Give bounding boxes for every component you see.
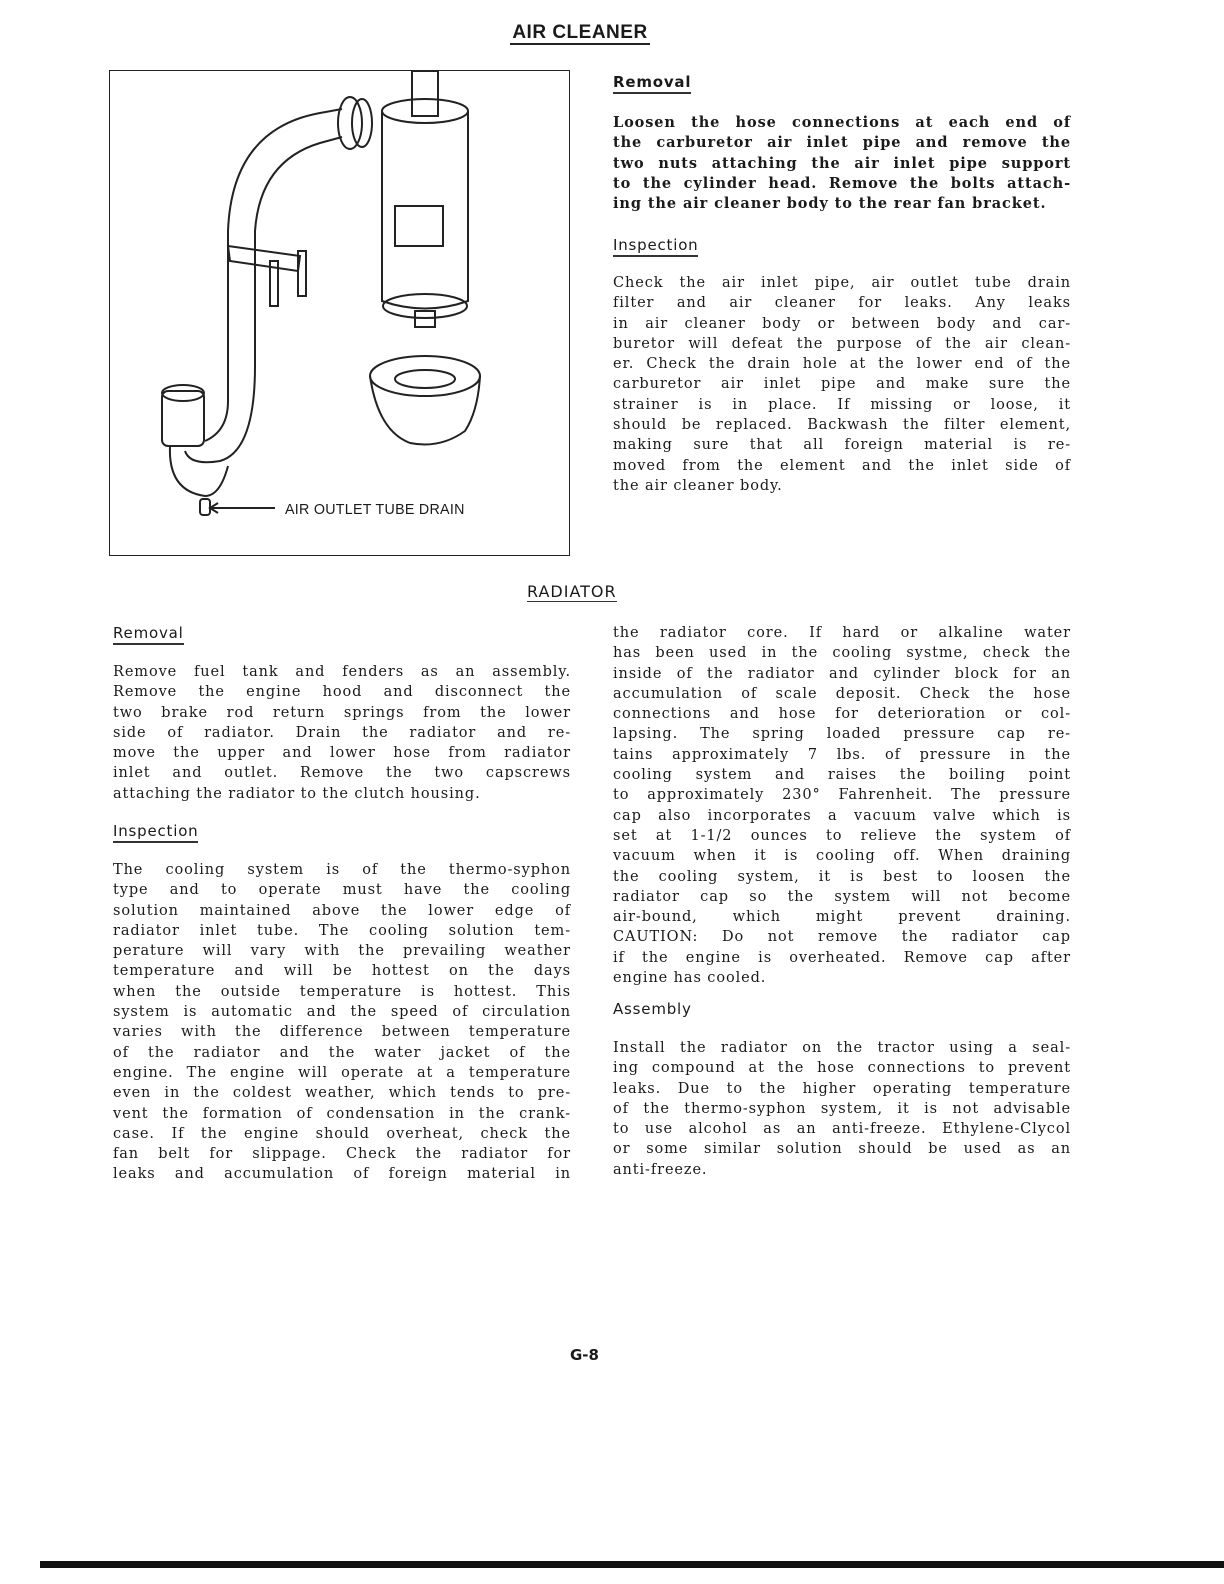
text-line: in air cleaner body or between body and car- bbox=[613, 315, 1071, 332]
text-line: tains approximately 7 lbs. of pressure in the bbox=[613, 746, 1071, 763]
text-line: ing compound at the hose connections to prevent bbox=[613, 1060, 1071, 1077]
section-title: AIR CLEANER bbox=[512, 22, 648, 43]
text-line: system is automatic and the speed of circulation bbox=[113, 1004, 571, 1021]
radiator-assembly-text bbox=[613, 1038, 1071, 1180]
text-line: vacuum when it is cooling off. When draining bbox=[613, 848, 1071, 865]
radiator-removal-text bbox=[113, 662, 571, 804]
text-line: move the upper and lower hose from radiator bbox=[113, 745, 571, 762]
text-line: buretor will defeat the purpose of the air clean- bbox=[613, 335, 1071, 352]
text-line: Loosen the hose connections at each end of bbox=[613, 114, 1071, 131]
radiator-inspection-text bbox=[113, 860, 571, 1185]
text-line: fan belt for slippage. Check the radiator for bbox=[113, 1146, 571, 1163]
text-line: side of radiator. Drain the radiator and re- bbox=[113, 724, 571, 741]
text-line: of the thermo-syphon system, it is not advisable bbox=[613, 1100, 1071, 1117]
text-line: filter and air cleaner for leaks. Any leaks bbox=[613, 295, 1071, 312]
text-line: cooling system and raises the boiling point bbox=[613, 767, 1071, 784]
text-line: type and to operate must have the cooling bbox=[113, 882, 571, 899]
text-line: two brake rod return springs from the lower bbox=[113, 704, 571, 721]
text-line: moved from the element and the inlet side of bbox=[613, 457, 1071, 474]
text-line: or some similar solution should be used as an bbox=[613, 1141, 1071, 1158]
air-cleaner-illustration bbox=[110, 71, 569, 555]
text-line: connections and hose for deterioration or col- bbox=[613, 706, 1071, 723]
text-line: carburetor air inlet pipe and make sure the bbox=[613, 376, 1071, 393]
text-line: attaching the radiator to the clutch housing. bbox=[113, 785, 481, 802]
text-line: should be replaced. Backwash the filter element, bbox=[613, 417, 1071, 434]
radiator-inspection-continued-text bbox=[613, 623, 1071, 988]
text-line: to approximately 230° Fahrenheit. The pressure bbox=[613, 787, 1071, 804]
text-line: to use alcohol as an anti-freeze. Ethylene-Clycol bbox=[613, 1121, 1071, 1138]
text-line: air-bound, which might prevent draining. bbox=[613, 909, 1071, 926]
text-line: engine has cooled. bbox=[613, 970, 767, 987]
text-line: case. If the engine should overheat, check the bbox=[113, 1125, 571, 1142]
text-line: to the cylinder head. Remove the bolts attach- bbox=[613, 174, 1071, 192]
radiator-heading: RADIATOR bbox=[527, 582, 617, 601]
text-line: solution maintained above the lower edge of bbox=[113, 902, 571, 919]
text-line: two nuts attaching the air inlet pipe support bbox=[613, 154, 1071, 172]
text-line: set at 1-1/2 ounces to relieve the system of bbox=[613, 827, 1071, 844]
scan-border bbox=[40, 1561, 1224, 1568]
text-line: ing the air cleaner body to the rear fan bracket. bbox=[613, 195, 1047, 213]
text-line: The cooling system is of the thermo-syphon bbox=[113, 862, 571, 878]
air-cleaner-figure bbox=[109, 70, 570, 556]
text-line: Remove the engine hood and disconnect the bbox=[113, 684, 571, 701]
text-line: varies with the difference between temperature bbox=[113, 1024, 571, 1041]
text-line: when the outside temperature is hottest. This bbox=[113, 983, 571, 1000]
text-line: Install the radiator on the tractor using a seal- bbox=[613, 1040, 1071, 1056]
air-cleaner-removal-text bbox=[613, 113, 1071, 214]
air-cleaner-inspection-heading: Inspection bbox=[613, 235, 698, 254]
text-line: anti-freeze. bbox=[613, 1161, 708, 1178]
air-cleaner-inspection-text bbox=[613, 273, 1071, 496]
text-line: the radiator core. If hard or alkaline water bbox=[613, 625, 1071, 641]
text-line: engine. The engine will operate at a temperature bbox=[113, 1064, 571, 1081]
text-line: er. Check the drain hole at the lower end of the bbox=[613, 356, 1071, 373]
text-line: strainer is in place. If missing or loose, it bbox=[613, 396, 1071, 413]
air-cleaner-removal-heading: Removal bbox=[613, 72, 691, 91]
text-line: lapsing. The spring loaded pressure cap re- bbox=[613, 726, 1071, 743]
text-line: radiator cap so the system will not become bbox=[613, 888, 1071, 905]
radiator-assembly-heading: Assembly bbox=[613, 1000, 692, 1018]
page-number: G-8 bbox=[570, 1346, 599, 1364]
text-line: Remove fuel tank and fenders as an assembly. bbox=[113, 664, 571, 680]
text-line: making sure that all foreign material is re- bbox=[613, 437, 1071, 454]
text-line: vent the formation of condensation in the crank- bbox=[113, 1105, 571, 1122]
text-line: inlet and outlet. Remove the two capscrews bbox=[113, 765, 571, 782]
text-line: radiator inlet tube. The cooling solution tem- bbox=[113, 922, 571, 939]
text-line: if the engine is overheated. Remove cap after bbox=[613, 949, 1071, 966]
text-line: of the radiator and the water jacket of the bbox=[113, 1044, 571, 1061]
text-line: has been used in the cooling systme, check the bbox=[613, 645, 1071, 662]
text-line: Check the air inlet pipe, air outlet tube drain bbox=[613, 275, 1071, 291]
text-line: the carburetor air inlet pipe and remove the bbox=[613, 134, 1071, 152]
text-line: temperature and will be hottest on the days bbox=[113, 963, 571, 980]
text-line: CAUTION: Do not remove the radiator cap bbox=[613, 929, 1071, 946]
radiator-inspection-heading: Inspection bbox=[113, 821, 198, 840]
text-line: accumulation of scale deposit. Check the hose bbox=[613, 685, 1071, 702]
text-line: leaks. Due to the higher operating temperature bbox=[613, 1080, 1071, 1097]
text-line: cap also incorporates a vacuum valve which is bbox=[613, 807, 1071, 824]
text-line: even in the coldest weather, which tends to pre- bbox=[113, 1085, 571, 1102]
text-line: perature will vary with the prevailing weather bbox=[113, 943, 571, 960]
text-line: inside of the radiator and cylinder block for an bbox=[613, 665, 1071, 682]
text-line: leaks and accumulation of foreign material in bbox=[113, 1166, 571, 1183]
text-line: the cooling system, it is best to loosen the bbox=[613, 868, 1071, 885]
figure-label: AIR OUTLET TUBE DRAIN bbox=[285, 501, 465, 518]
radiator-removal-heading: Removal bbox=[113, 623, 184, 642]
text-line: the air cleaner body. bbox=[613, 477, 783, 494]
